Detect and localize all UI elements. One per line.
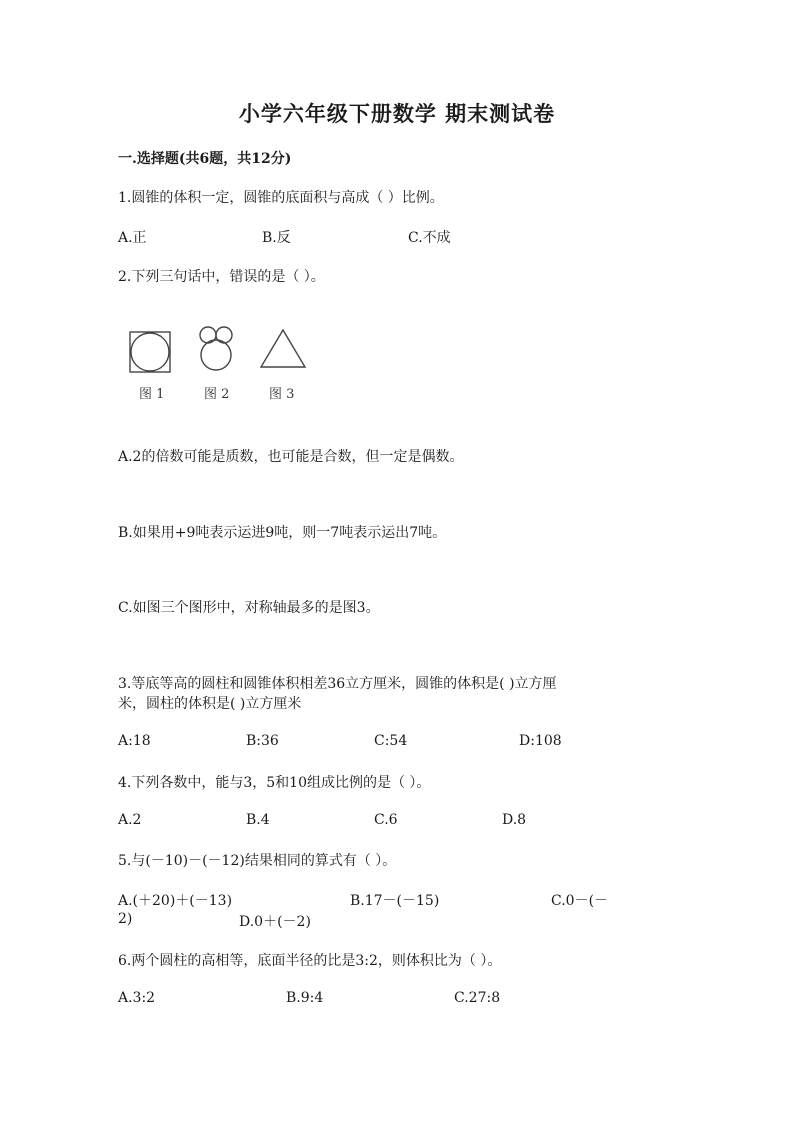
figure-3-caption: 图 3 bbox=[269, 387, 295, 402]
q5-option-a: A.(＋20)＋(－13) bbox=[118, 893, 233, 909]
q5-option-d: D.0＋(－2) bbox=[239, 914, 311, 930]
question-1: 1.圆锥的体积一定，圆锥的底面积与高成（ ）比例。 bbox=[118, 190, 444, 206]
symmetry-figures bbox=[126, 322, 316, 406]
question-6: 6.两个圆柱的高相等，底面半径的比是3:2，则体积比为（ ）。 bbox=[118, 953, 502, 969]
question-3-line-2: 米，圆柱的体积是( )立方厘米 bbox=[118, 696, 302, 712]
q1-option-b: B.反 bbox=[262, 230, 291, 246]
large-circle-shape bbox=[201, 340, 231, 370]
square-shape bbox=[130, 332, 170, 372]
question-5: 5.与(－10)－(－12)结果相同的算式有（ ）。 bbox=[118, 853, 397, 869]
q6-option-a: A.3:2 bbox=[118, 990, 156, 1006]
q6-option-c: C.27:8 bbox=[454, 990, 501, 1006]
q5-option-b: B.17－(－15) bbox=[350, 893, 440, 909]
section-heading: 一.选择题(共6题，共12分) bbox=[118, 151, 292, 167]
q3-option-d: D:108 bbox=[519, 733, 562, 749]
question-4: 4.下列各数中，能与3，5和10组成比例的是（ ）。 bbox=[118, 775, 431, 791]
q5-option-c-part-1: C.0－(－ bbox=[551, 893, 609, 909]
figure-2-caption: 图 2 bbox=[204, 387, 230, 402]
page-title: 小学六年级下册数学 期末测试卷 bbox=[238, 101, 556, 126]
q4-option-b: B.4 bbox=[246, 812, 270, 828]
q4-option-a: A.2 bbox=[118, 812, 142, 828]
q1-option-c: C.不成 bbox=[408, 230, 451, 246]
q6-option-b: B.9:4 bbox=[286, 990, 324, 1006]
q3-option-c: C:54 bbox=[374, 733, 408, 749]
question-2: 2.下列三句话中，错误的是（ ）。 bbox=[118, 269, 325, 285]
q2-option-a: A.2的倍数可能是质数，也可能是合数，但一定是偶数。 bbox=[118, 449, 464, 465]
q2-option-c: C.如图三个图形中，对称轴最多的是图3。 bbox=[118, 600, 380, 616]
q2-option-b: B.如果用+9吨表示运进9吨，则一7吨表示运出7吨。 bbox=[118, 525, 447, 541]
q1-option-a: A.正 bbox=[118, 230, 147, 246]
figure-1-caption: 图 1 bbox=[139, 387, 165, 402]
q4-option-d: D.8 bbox=[502, 812, 527, 828]
q5-option-c-part-2: 2) bbox=[118, 911, 133, 927]
q3-option-a: A:18 bbox=[118, 733, 151, 749]
inscribed-circle-shape bbox=[131, 333, 169, 371]
q4-option-c: C.6 bbox=[374, 812, 398, 828]
triangle-shape bbox=[261, 330, 305, 367]
question-3-line-1: 3.等底等高的圆柱和圆锥体积相差36立方厘米，圆锥的体积是( )立方厘 bbox=[118, 676, 557, 692]
q3-option-b: B:36 bbox=[246, 733, 279, 749]
